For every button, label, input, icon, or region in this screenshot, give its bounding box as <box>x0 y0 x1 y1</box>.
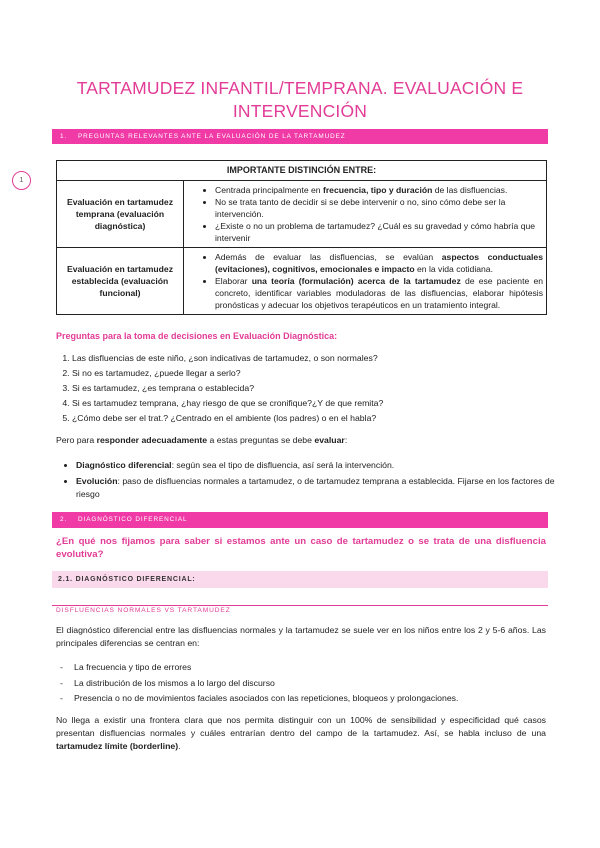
paragraph-borderline: No llega a existir una frontera clara que nos permita distinguir con un 100% de sensibilidad y especificidad qué casos presentan disfluencias normales y cuáles entrarían dentro del campo de la tartamudez. Así, se habla incluso de una tartamudez límite (borderline). <box>56 715 546 751</box>
section-2-label: DIAGNÓSTICO DIFERENCIAL <box>78 516 188 523</box>
list-item: 3. Si es tartamudez, ¿es temprana o establecida? <box>72 381 383 396</box>
differences-list <box>56 660 458 707</box>
list-item: - Presencia o no de movimientos faciales asociados con las repeticiones, bloqueos y prolongaciones. <box>56 691 458 707</box>
questions-title: Preguntas para la toma de decisiones en Evaluación Diagnóstica: <box>56 331 338 341</box>
list-item: 2. Si no es tartamudez, ¿puede llegar a serlo? <box>72 366 383 381</box>
paragraph-intro: El diagnóstico diferencial entre las disfluencias normales y la tartamudez se suele ver en los niños entre los 2 y 5-6 años. Las principales diferencias se centran en: <box>56 625 546 648</box>
list-item: • Centrada principalmente en frecuencia, tipo y duración de las disfluencias. <box>215 184 543 196</box>
answers-list <box>56 459 566 504</box>
list-item: 1. Las disfluencias de este niño, ¿son indicativas de tartamudez, o son normales? <box>72 351 383 366</box>
heading-rule <box>52 605 548 606</box>
row-content-established <box>184 248 547 315</box>
section-2-number: 2. <box>60 516 68 523</box>
page-title-line-2: INTERVENCIÓN <box>232 101 368 121</box>
list-item: 5. ¿Cómo debe ser el trat.? ¿Centrado en el ambiente (los padres) o en el habla? <box>72 411 383 426</box>
table-row <box>57 248 547 315</box>
list-item: • ¿Existe o no un problema de tartamudez? ¿Cuál es su gravedad y cómo habría que intervenir <box>215 220 543 244</box>
table-row <box>57 181 547 248</box>
list-item: • No se trata tanto de decidir si se debe intervenir o no, sino cómo debe ser la intervención. <box>215 196 543 220</box>
subsection-header: 2.1. DIAGNÓSTICO DIFERENCIAL: <box>52 571 548 588</box>
subheading: DISFLUENCIAS NORMALES VS TARTAMUDEZ <box>56 607 231 614</box>
list-item: • Elaborar una teoría (formulación) acerca de la tartamudez de ese paciente en concreto, identificar variables moduladoras de las disfluencias, elaborar hipótesis pronósticas y adecuar los objetivos terapéuticos en un tratamiento integral. <box>215 275 543 311</box>
page-badge: 1 <box>12 171 31 190</box>
list-item: - La frecuencia y tipo de errores <box>56 660 458 676</box>
section-2-header <box>52 512 548 528</box>
list-item: • Evolución: paso de disfluencias normales a tartamudez, o de tartamudez temprana a establecida. Fijarse en los factores de riesgo <box>76 475 566 502</box>
page-title-line-1: TARTAMUDEZ INFANTIL/TEMPRANA. EVALUACIÓN E <box>76 78 524 98</box>
list-item: 4. Si es tartamudez temprana, ¿hay riesgo de que se cronifique?¿Y de que remita? <box>72 396 383 411</box>
table-header: IMPORTANTE DISTINCIÓN ENTRE: <box>57 161 547 181</box>
answer-intro: Pero para responder adecuadamente a estas preguntas se debe evaluar: <box>56 435 348 445</box>
section-2-question: ¿En qué nos fijamos para saber si estamos ante un caso de tartamudez o se trata de una disfluencia evolutiva? <box>56 536 546 560</box>
section-1-label: PREGUNTAS RELEVANTES ANTE LA EVALUACIÓN DE LA TARTAMUDEZ <box>78 133 346 140</box>
row-content-early <box>184 181 547 248</box>
section-1-header <box>52 129 548 144</box>
row-label-early: Evaluación en tartamudez temprana (evaluación diagnóstica) <box>57 181 184 248</box>
distinction-table <box>56 160 547 315</box>
list-item: • Además de evaluar las disfluencias, se evalúan aspectos conductuales (evitaciones), cognitivos, emocionales e impacto en la vida cotidiana. <box>215 251 543 275</box>
questions-list <box>56 351 383 426</box>
row-label-established: Evaluación en tartamudez establecida (evaluación funcional) <box>57 248 184 315</box>
list-item: - La distribución de los mismos a lo largo del discurso <box>56 676 458 692</box>
list-item: • Diagnóstico diferencial: según sea el tipo de disfluencia, así será la intervención. <box>76 459 566 473</box>
section-1-number: 1. <box>60 133 68 140</box>
